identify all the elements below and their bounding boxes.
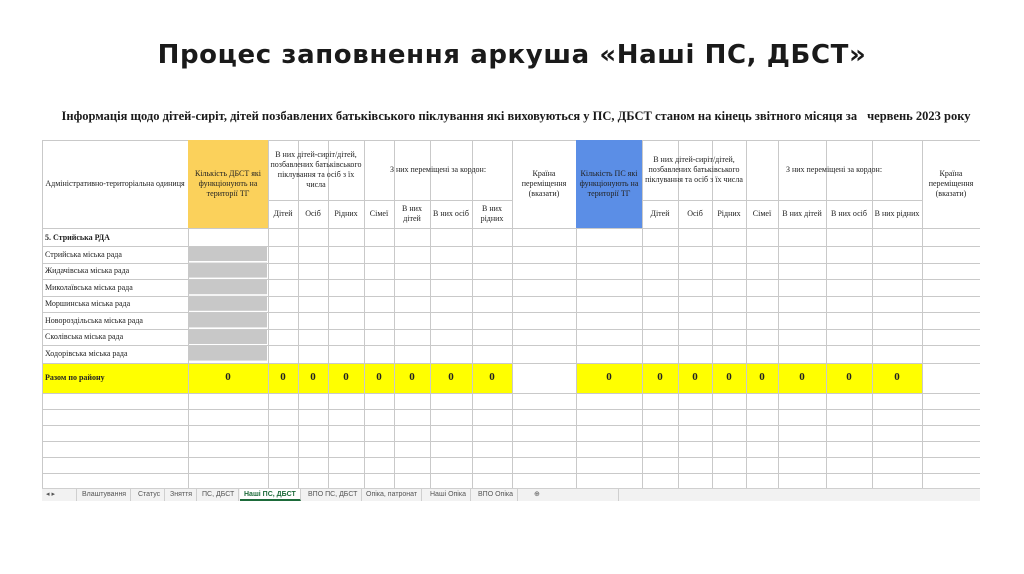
row-label: Моршинська міська рада	[45, 299, 131, 308]
row-label: Жидачівська міська рада	[45, 266, 130, 275]
tab-ps-dbst[interactable]: ПС, ДБСТ	[198, 489, 239, 501]
subheader-persons: Осіб	[687, 209, 703, 218]
sheet-tabs-bar	[42, 488, 980, 501]
spreadsheet	[42, 93, 980, 496]
total-row-label: Разом по району	[45, 373, 105, 382]
gray-input-cell	[189, 263, 267, 278]
header-children-group-dbst: В них дітей-сиріт/дітей, позбавлених батьківського піклування та осіб з їх числа	[270, 150, 362, 189]
subheader-families: Сімеї	[369, 209, 389, 218]
tab-status[interactable]: Статус	[134, 489, 165, 501]
total-dbst-value: 0	[310, 371, 316, 384]
add-sheet-icon[interactable]: ⊕	[534, 491, 540, 498]
tab-vpo-ps-dbst[interactable]: ВПО ПС, ДБСТ	[304, 489, 362, 501]
header-count-ps: Кількість ПС які функціонують на території ТГ	[576, 140, 642, 228]
subheader-families: Сімеї	[752, 209, 772, 218]
slide-title: Процес заповнення аркуша «Наші ПС, ДБСТ»	[157, 40, 867, 70]
header-admin-unit: Адміністративно-територіальна одиниця	[45, 179, 185, 188]
total-dbst-value: 0	[376, 371, 382, 384]
total-dbst-value: 0	[489, 371, 495, 384]
row-label: Ходорівська міська рада	[45, 349, 128, 358]
subheader-in-them-native: В них рідних	[480, 204, 504, 223]
row-label: Стрийська міська рада	[45, 250, 122, 259]
header-count-dbst: Кількість ДБСТ які функціонують на території ТГ	[188, 140, 268, 228]
row-label: Новороздільська міська рада	[45, 316, 143, 325]
gray-input-cell	[189, 279, 267, 294]
total-ps-count: 0	[606, 371, 612, 384]
tab-nav-arrows[interactable]: ◂ ▸	[42, 489, 77, 501]
row-label: Миколаївська міська рада	[45, 283, 133, 292]
subheader-in-them-persons: В них осіб	[831, 209, 867, 218]
header-country-ps: Країна переміщення (вказати)	[928, 169, 974, 198]
total-ps-value: 0	[726, 371, 732, 384]
subheader-children: Дітей	[273, 209, 293, 218]
header-moved-group-ps: З них переміщені за кордон:	[785, 165, 883, 174]
subheader-in-them-children: В них дітей	[402, 204, 422, 223]
tab-opika-patronat[interactable]: Опіка, патронат	[362, 489, 422, 501]
tab-vlashtuvannia[interactable]: Влаштування	[78, 489, 131, 501]
total-dbst-value: 0	[343, 371, 349, 384]
total-ps-value: 0	[846, 371, 852, 384]
total-dbst-count: 0	[225, 371, 231, 384]
header-children-group-ps: В них дітей-сиріт/дітей, позбавлених батьківського піклування та осіб з їх числа	[645, 155, 743, 184]
info-month-text: червень 2023 року	[867, 109, 971, 123]
tab-nashi-opika[interactable]: Наші Опіка	[426, 489, 471, 501]
gray-input-cell	[189, 296, 267, 311]
tab-zniattia[interactable]: Зняття	[166, 489, 197, 501]
horizontal-scrollbar[interactable]	[618, 489, 977, 501]
tab-vpo-opika[interactable]: ВПО Опіка	[474, 489, 518, 501]
total-dbst-value: 0	[409, 371, 415, 384]
gray-input-cell	[189, 329, 267, 344]
subheader-children: Дітей	[650, 209, 670, 218]
total-ps-value: 0	[759, 371, 765, 384]
district-label: 5. Стрийська РДА	[45, 233, 110, 242]
total-ps-value: 0	[799, 371, 805, 384]
subheader-native: Рідних	[717, 209, 741, 218]
total-dbst-value: 0	[280, 371, 286, 384]
total-ps-value: 0	[692, 371, 698, 384]
subheader-native: Рідних	[334, 209, 358, 218]
info-title-text: Інформація щодо дітей-сиріт, дітей позбавлених батьківського піклування які виховуються у ПС, ДБСТ станом на кінець звітного місяця за	[61, 109, 858, 123]
gray-input-cell	[189, 246, 267, 261]
subheader-persons: Осіб	[305, 209, 321, 218]
total-ps-value: 0	[894, 371, 900, 384]
subheader-in-them-children: В них дітей	[782, 209, 822, 218]
subheader-in-them-native: В них рідних	[874, 209, 920, 218]
total-ps-value: 0	[657, 371, 663, 384]
tab-nashi-ps-dbst[interactable]: Наші ПС, ДБСТ	[240, 489, 301, 501]
total-dbst-value: 0	[448, 371, 454, 384]
header-moved-group-dbst: З них переміщені за кордон:	[389, 165, 487, 174]
header-country-dbst: Країна переміщення (вказати)	[521, 169, 567, 198]
gray-input-cell	[189, 346, 267, 361]
gray-input-cell	[189, 312, 267, 327]
subheader-in-them-persons: В них осіб	[433, 209, 469, 218]
row-label: Сколівська міська рада	[45, 332, 124, 341]
